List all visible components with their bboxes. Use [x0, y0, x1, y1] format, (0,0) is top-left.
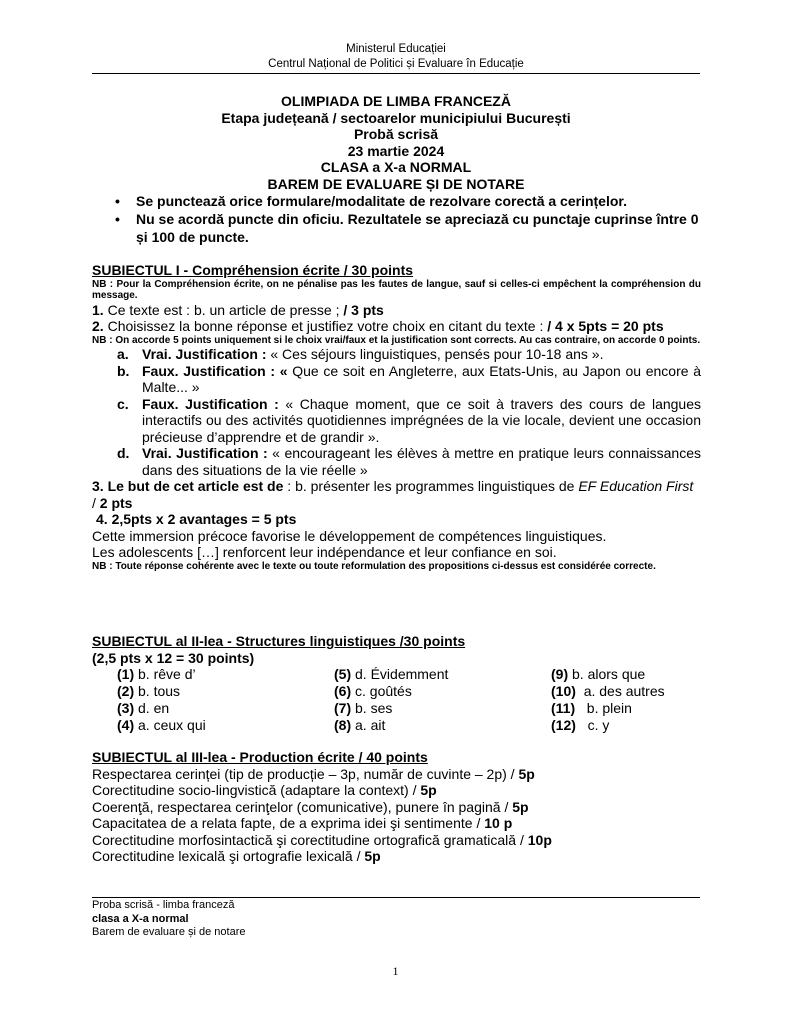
- page-number: 1: [392, 964, 399, 978]
- bullet-icon: •: [115, 193, 120, 209]
- question-3: 3. Le but de cet article est de : b. présenter les programmes linguistiques de EF Education First / 2 pts: [92, 478, 694, 511]
- exam-type: Probă scrisă: [353, 126, 439, 142]
- grid-item: (2) b. tous: [117, 683, 181, 699]
- grid-item: (3) d. en: [117, 700, 170, 716]
- grid-item: (1) b. rêve d’: [117, 666, 196, 682]
- subject-1-final-note: NB : Toute réponse cohérente avec le texte ou toute reformulation des propositions ci-dessus est considérée correcte.: [92, 560, 656, 572]
- answer-c: c. Faux. Justification : « Chaque moment, que ce soit à travers des cours de langues interactifs ou des activités quotidiennes imprégnées de la vie locale, devient une occasion précieuse d’apprendre et de grandir ».: [117, 395, 701, 445]
- footer-class: clasa a X-a normal: [92, 912, 189, 925]
- grid-item: (11) b. plein: [551, 700, 632, 716]
- answers-list: [92, 346, 701, 478]
- instruction-item: [115, 210, 700, 246]
- subject-1-note: NB : Pour la Compréhension écrite, on ne pénalise pas les fautes de langue, sauf si celles-ci empêchent la compréhension du message.: [92, 278, 701, 301]
- subject-3-heading: SUBIECTUL al III-lea - Production écrite / 40 points: [92, 749, 428, 765]
- olympiad-title: OLIMPIADA DE LIMBA FRANCEZĂ: [281, 93, 511, 109]
- criteria-row: Corectitudine morfosintactică şi corectitudine ortografică gramaticală / 10p: [92, 831, 552, 848]
- grid-item: (5) d. Évidemment: [334, 666, 449, 682]
- grid-item: (8) a. ait: [334, 717, 386, 733]
- instruction-text: Se punctează orice formulare/modalitate de rezolvare corectă a cerințelor.: [136, 193, 627, 209]
- footer-divider: [92, 897, 700, 898]
- subject-2-heading: SUBIECTUL al II-lea - Structures linguistiques /30 points: [92, 633, 466, 649]
- question-4-label: 4. 2,5pts x 2 avantages = 5 pts: [96, 511, 297, 527]
- subject-1-heading: SUBIECTUL I - Compréhension écrite / 30 points: [92, 262, 414, 278]
- stage-title: Etapa județeană / sectoarelor municipiului București: [221, 109, 571, 126]
- center-name: Centrul Național de Politici și Evaluare în Educație: [268, 57, 524, 70]
- criteria-row: Capacitatea de a relata fapte, de a exprima idei şi sentimente / 10 p: [92, 815, 513, 831]
- answer-b: b. Faux. Justification : « Que ce soit en Angleterre, aux Etats-Unis, au Japon ou encore à Malte... »: [117, 362, 701, 395]
- answer-a: a. Vrai. Justification : « Ces séjours linguistiques, pensés pour 10-18 ans ».: [117, 346, 604, 362]
- footer-barem: Barem de evaluare și de notare: [92, 926, 246, 938]
- page-header: [92, 42, 700, 71]
- exam-date: 23 martie 2024: [347, 142, 445, 159]
- criteria-row: Respectarea cerinței (tip de producție – 3p, număr de cuvinte – 2p) / 5p: [92, 765, 535, 782]
- bullet-icon: •: [115, 211, 120, 227]
- criteria-row: Corectitudine socio-lingvistică (adaptare la context) / 5p: [92, 782, 437, 798]
- answer-d: d. Vrai. Justification : « encourageant les élèves à mettre en pratique leurs connaissances dans des situations de la vie réelle »: [117, 445, 701, 478]
- grid-item: (12) c. y: [551, 717, 610, 733]
- criteria-row: Corectitudine lexicală şi ortografie lexicală / 5p: [92, 848, 381, 864]
- criteria-row: Coerenţă, respectarea cerinţelor (comunicative), punere în pagină / 5p: [92, 798, 529, 815]
- header-divider: [92, 73, 700, 74]
- document-titles: [92, 93, 700, 192]
- question-4-answer-2: Les adolescents […] renforcent leur indépendance et leur confiance en soi.: [92, 544, 557, 560]
- grid-item: (4) a. ceux qui: [117, 717, 206, 733]
- question-4-answer-1: Cette immersion précoce favorise le développement de compétences linguistiques.: [92, 527, 607, 544]
- grid-item: (10) a. des autres: [551, 683, 665, 699]
- subject-1: [92, 262, 701, 572]
- subject-3: [92, 749, 701, 865]
- barem-title: BAREM DE EVALUARE ȘI DE NOTARE: [267, 175, 525, 192]
- grid-item: (7) b. ses: [334, 700, 393, 716]
- general-instructions: [115, 192, 700, 246]
- question-1: 1. Ce texte est : b. un article de presse ; / 3 pts: [92, 301, 384, 318]
- page-footer: [92, 899, 245, 940]
- question-2-note: NB : On accorde 5 points uniquement si le choix vrai/faux et la justification sont corrects. Au cas contraire, on accorde 0 points.: [92, 334, 701, 346]
- question-2: 2. Choisissez la bonne réponse et justifiez votre choix en citant du texte : / 4 x 5pts = 20 pts: [92, 318, 664, 334]
- grid-item: (6) c. goûtés: [334, 683, 412, 699]
- instruction-text: Nu se acordă puncte din oficiu. Rezultatele se apreciază cu punctaje cuprinse între 0 și 100 de puncte.: [136, 211, 699, 245]
- ministry-name: Ministerul Educației: [346, 43, 446, 55]
- subject-2-scoring: (2,5 pts x 12 = 30 points): [92, 649, 255, 666]
- class-title: CLASA a X-a NORMAL: [320, 159, 472, 175]
- subject-2: [92, 633, 701, 666]
- instruction-item: [115, 192, 700, 210]
- grid-item: (9) b. alors que: [551, 666, 646, 682]
- footer-exam: Proba scrisă - limba franceză: [92, 899, 235, 911]
